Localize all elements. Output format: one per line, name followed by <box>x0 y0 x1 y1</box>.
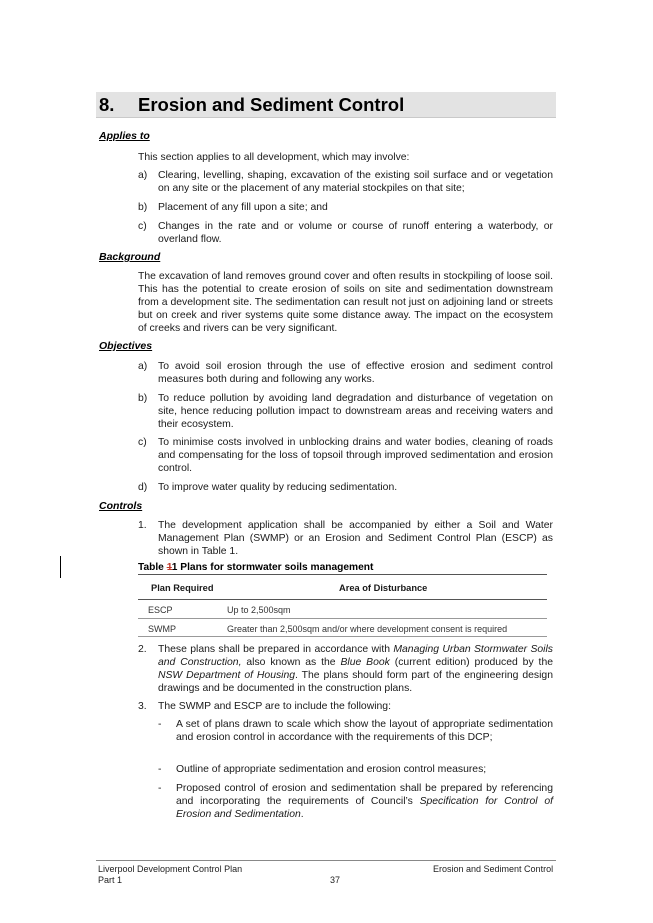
applies-intro: This section applies to all development, which may involve: <box>138 152 410 163</box>
bullet-item <box>158 718 553 744</box>
applies-heading: Applies to <box>99 130 150 142</box>
list-text <box>158 643 553 695</box>
list-label: c) <box>138 437 147 448</box>
table-header-plan: Plan Required <box>151 583 214 593</box>
list-text: To minimise costs involved in unblocking drains and water bodies, cleaning of roads and compensating for the loss of topsoil through improved sedimentation and erosion control. <box>158 437 553 474</box>
list-text: To avoid soil erosion through the use of effective erosion and sediment control measures both during and following any works. <box>158 361 553 385</box>
list-item <box>138 201 553 214</box>
text-run: . <box>300 809 304 820</box>
footer-rule <box>96 860 556 861</box>
bullet-item <box>158 763 553 776</box>
list-text: Changes in the rate and or volume or course of runoff entering a waterbody, or overland flow. <box>158 221 553 245</box>
list-label: c) <box>138 221 147 232</box>
section-number: 8. <box>99 94 115 115</box>
background-heading: Background <box>99 251 161 263</box>
list-item <box>138 220 553 246</box>
list-label: 2. <box>138 644 147 655</box>
table-caption-deleted: 1 <box>166 562 172 573</box>
table-header-area: Area of Disturbance <box>339 583 428 593</box>
table-caption-text: 1 Plans for stormwater soils management <box>171 562 374 573</box>
bullet-text: Outline of appropriate sedimentation and erosion control measures; <box>176 764 487 775</box>
footer-doc-title: Liverpool Development Control Plan <box>98 864 243 874</box>
bullet-label: - <box>158 719 162 730</box>
section-title: Erosion and Sediment Control <box>138 94 405 115</box>
table-caption-prefix: Table <box>138 562 167 573</box>
list-label: d) <box>138 482 148 493</box>
list-item <box>138 519 553 558</box>
list-label: a) <box>138 170 148 181</box>
list-label: b) <box>138 393 148 404</box>
list-item <box>138 392 553 431</box>
table-cell-plan: ESCP <box>148 605 173 615</box>
table-rule <box>138 618 547 619</box>
table-rule <box>138 599 547 600</box>
list-text: Clearing, levelling, shaping, excavation of the existing soil surface and or vegetation on any site or the placement of any material stockpiles on that site; <box>158 170 553 194</box>
list-label: 3. <box>138 701 147 712</box>
objectives-heading: Objectives <box>99 340 153 352</box>
list-item <box>138 643 553 695</box>
footer-page-number: 37 <box>330 875 341 885</box>
list-item <box>138 700 553 713</box>
list-item <box>138 436 553 475</box>
text-run: Proposed control of erosion and sedimentation shall be prepared by referencing and incorporating the requirements of Council’s <box>176 783 553 807</box>
controls-heading: Controls <box>99 500 143 512</box>
text-run: . The plans should form part of the engineering design drawings and be documented in the construction plans. <box>158 670 553 694</box>
revision-bar <box>60 556 61 578</box>
table-cell-plan: SWMP <box>148 624 176 634</box>
table-caption <box>138 562 373 573</box>
list-text: Placement of any fill upon a site; and <box>158 202 328 213</box>
text-run: (current edition) produced by the <box>389 657 553 668</box>
footer-section-name: Erosion and Sediment Control <box>433 864 554 874</box>
table-rule <box>138 636 547 637</box>
list-item <box>138 360 553 386</box>
bullet-text: A set of plans drawn to scale which show the layout of appropriate sedimentation and erosion control in accordance with the requirements of this DCP; <box>176 719 553 743</box>
list-text: To reduce pollution by avoiding land degradation and disturbance of vegetation on site, hence reducing pollution impact to downstream areas and receiving waters and their ecosystem. <box>158 393 553 430</box>
section-title-bar <box>96 92 556 118</box>
list-item <box>138 481 553 494</box>
text-run-italic: Specification for Control of Erosion and Sedimentation <box>176 796 553 820</box>
table-cell-area: Up to 2,500sqm <box>227 605 291 615</box>
list-text: To improve water quality by reducing sedimentation. <box>158 482 398 493</box>
table-rule <box>138 574 547 575</box>
footer-part: Part 1 <box>98 875 123 885</box>
bullet-item <box>158 782 553 821</box>
table-cell-area: Greater than 2,500sqm and/or where development consent is required <box>227 624 508 634</box>
bullet-label: - <box>158 764 162 775</box>
text-run: These plans shall be prepared in accordance with <box>158 644 394 655</box>
text-run-italic: Managing Urban Stormwater Soils and Construction, <box>158 644 553 668</box>
list-text: The development application shall be accompanied by either a Soil and Water Management Plan (SWMP) or an Erosion and Sediment Control Plan (ESCP) as shown in Table 1. <box>158 520 553 557</box>
text-run-italic: Blue Book <box>340 657 390 668</box>
background-text: The excavation of land removes ground cover and often results in stockpiling of loose soil. This has the potential to create erosion of soils on site and sedimentation downstream from a development site. The sedimentation can result not just on adjoining land or streets but on creek and river systems quite some distance away. The impact on the ecosystem of creeks and rivers can be very significant. <box>138 271 553 334</box>
bullet-label: - <box>158 783 162 794</box>
bullet-text <box>176 782 553 821</box>
text-run-italic: NSW Department of Housing <box>158 670 296 681</box>
list-label: b) <box>138 202 148 213</box>
list-label: 1. <box>138 520 147 531</box>
list-label: a) <box>138 361 148 372</box>
text-run: also known as the <box>241 657 341 668</box>
list-item <box>138 169 553 195</box>
list-text: The SWMP and ESCP are to include the following: <box>158 701 391 712</box>
